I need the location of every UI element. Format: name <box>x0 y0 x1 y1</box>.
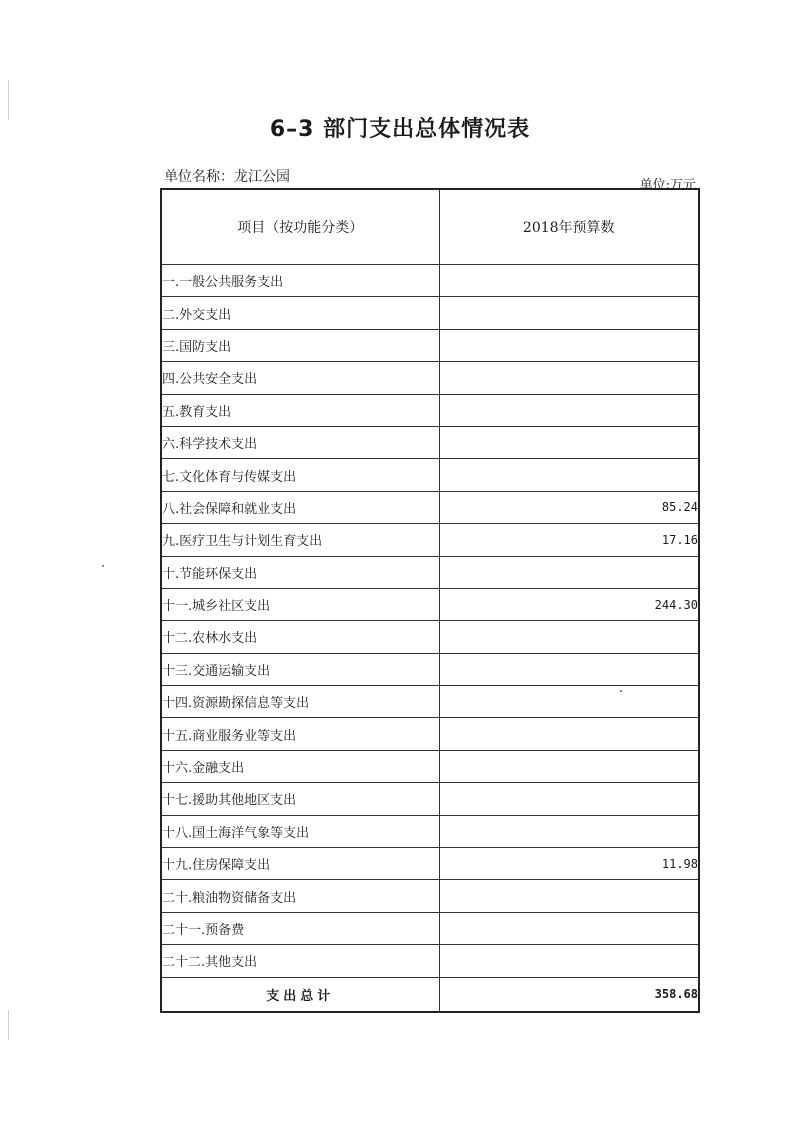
row-amount-value: 17.16 <box>439 524 699 556</box>
row-amount-value <box>439 718 699 750</box>
row-item-label: 三.国防支出 <box>161 329 439 361</box>
table-row <box>161 362 699 394</box>
row-amount-value <box>439 912 699 944</box>
row-item-label: 十四.资源勘探信息等支出 <box>161 686 439 718</box>
row-item-label: 四.公共安全支出 <box>161 362 439 394</box>
row-item-label: 十五.商业服务业等支出 <box>161 718 439 750</box>
table-row <box>161 750 699 782</box>
row-amount-value <box>439 297 699 329</box>
row-item-label: 八.社会保障和就业支出 <box>161 491 439 523</box>
table-row <box>161 848 699 880</box>
row-amount-value <box>439 621 699 653</box>
row-item-label: 七.文化体育与传媒支出 <box>161 459 439 491</box>
scan-speck <box>620 690 622 692</box>
total-amount: 358.68 <box>439 977 699 1012</box>
table-row <box>161 329 699 361</box>
row-item-label: 二十二.其他支出 <box>161 945 439 977</box>
row-item-label: 一.一般公共服务支出 <box>161 265 439 297</box>
currency-unit-label: 单位:万元 <box>639 178 696 193</box>
row-item-label: 十七.援助其他地区支出 <box>161 783 439 815</box>
row-amount-value <box>439 783 699 815</box>
table-row <box>161 265 699 297</box>
table-row <box>161 686 699 718</box>
table-row <box>161 491 699 523</box>
table-row <box>161 297 699 329</box>
row-amount-value <box>439 945 699 977</box>
page-title: 6–3 部门支出总体情况表 <box>269 117 531 142</box>
row-amount-value <box>439 686 699 718</box>
row-amount-value <box>439 362 699 394</box>
row-item-label: 十九.住房保障支出 <box>161 848 439 880</box>
row-item-label: 六.科学技术支出 <box>161 426 439 458</box>
table-row <box>161 459 699 491</box>
row-amount-value: 244.30 <box>439 588 699 620</box>
row-item-label: 二.外交支出 <box>161 297 439 329</box>
row-item-label: 九.医疗卫生与计划生育支出 <box>161 524 439 556</box>
total-label: 支出总计 <box>161 977 439 1012</box>
row-amount-value <box>439 815 699 847</box>
row-item-label: 十二.农林水支出 <box>161 621 439 653</box>
row-amount-value <box>439 459 699 491</box>
column-header-budget: 2018年预算数 <box>439 189 699 265</box>
row-item-label: 二十一.预备费 <box>161 912 439 944</box>
table-row <box>161 912 699 944</box>
table-row <box>161 945 699 977</box>
row-amount-value <box>439 653 699 685</box>
table-row <box>161 815 699 847</box>
table-row <box>161 718 699 750</box>
row-item-label: 十三.交通运输支出 <box>161 653 439 685</box>
table-row <box>161 880 699 912</box>
unit-name-label: 单位名称：龙江公园 <box>164 169 290 185</box>
expenditure-table <box>160 188 700 1013</box>
row-amount-value: 11.98 <box>439 848 699 880</box>
row-amount-value <box>439 556 699 588</box>
row-amount-value <box>439 394 699 426</box>
table-row <box>161 426 699 458</box>
table-row <box>161 653 699 685</box>
row-item-label: 十一.城乡社区支出 <box>161 588 439 620</box>
row-amount-value <box>439 265 699 297</box>
row-item-label: 二十.粮油物资储备支出 <box>161 880 439 912</box>
row-item-label: 五.教育支出 <box>161 394 439 426</box>
row-amount-value <box>439 426 699 458</box>
scan-speck <box>102 565 104 567</box>
table-row <box>161 524 699 556</box>
row-item-label: 十.节能环保支出 <box>161 556 439 588</box>
row-amount-value <box>439 750 699 782</box>
row-amount-value: 85.24 <box>439 491 699 523</box>
table-row <box>161 783 699 815</box>
table-row <box>161 556 699 588</box>
scan-speck <box>8 80 9 120</box>
column-header-item: 项目（按功能分类） <box>161 189 439 265</box>
row-amount-value <box>439 329 699 361</box>
row-item-label: 十六.金融支出 <box>161 750 439 782</box>
total-row <box>161 977 699 1012</box>
table-row <box>161 621 699 653</box>
scan-speck <box>8 1010 9 1040</box>
row-amount-value <box>439 880 699 912</box>
table-row <box>161 394 699 426</box>
table-header-row <box>161 189 699 265</box>
table-row <box>161 588 699 620</box>
row-item-label: 十八.国土海洋气象等支出 <box>161 815 439 847</box>
